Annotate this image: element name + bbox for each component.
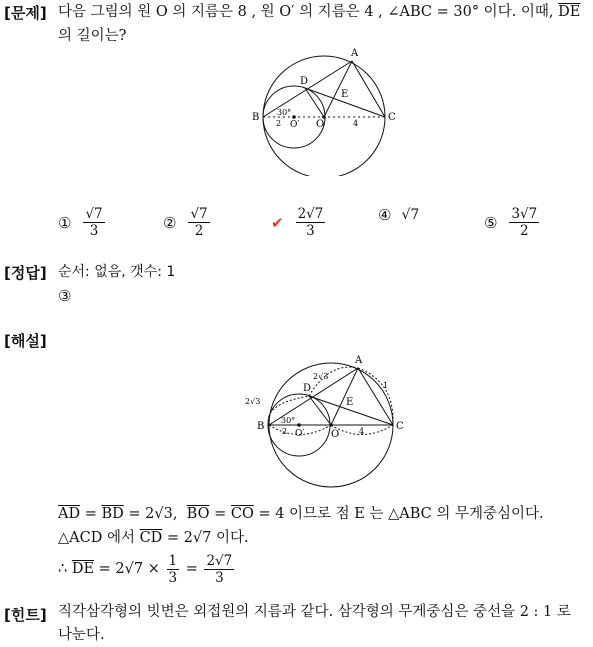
- choice-1[interactable]: [58, 206, 107, 239]
- label-a: A: [355, 355, 363, 366]
- choice-2-frac: $\frac{√7}{2}$: [190, 206, 208, 239]
- problem-line2: 의 길이는?: [58, 28, 127, 44]
- answer-line1: 순서: 없음, 갯수: 1: [58, 264, 176, 280]
- solution-figure: [245, 352, 410, 492]
- hint-tag: [힌트]: [4, 606, 47, 624]
- point-o: [329, 423, 333, 427]
- label-a: A: [351, 48, 359, 59]
- label-angle: 30°: [277, 108, 292, 117]
- label-len1: 1: [383, 381, 389, 390]
- label-b: B: [257, 421, 265, 432]
- label-o-prime: O′: [290, 120, 300, 130]
- segment-ac: [358, 368, 393, 425]
- label-c: C: [388, 112, 396, 123]
- problem-tag: [문제]: [4, 4, 47, 22]
- label-d: D: [303, 383, 312, 394]
- point-o-prime: [297, 423, 301, 427]
- label-ad-length: 2√3: [313, 372, 329, 381]
- choice-1-frac: $\frac{√7}{3}$: [85, 206, 103, 239]
- choice-5[interactable]: [484, 206, 541, 239]
- solution-line3: ∴ $\overline{DE} = 2√7$ × $\frac{1}{3}$ = $\frac{2√7}{3}$: [58, 552, 233, 586]
- solution-line1: $\overline{AD} = \overline{BD} = 2√3$, $\overline{BO} = \overline{CO} = 4$ 이므로 점 E 는 △ABC 의 무게중심이다.: [58, 506, 544, 522]
- check-icon: ✔: [271, 213, 284, 232]
- choice-5-mark: ⑤: [484, 213, 498, 232]
- label-len4: 4: [359, 427, 365, 436]
- label-d: D: [300, 76, 309, 87]
- problem-figure: [245, 44, 405, 176]
- choice-2[interactable]: [163, 206, 212, 239]
- choice-4[interactable]: [378, 206, 419, 224]
- segment-ac: [352, 61, 385, 117]
- label-angle: 30°: [281, 416, 296, 425]
- choice-1-mark: ①: [58, 213, 72, 232]
- problem-text: 다음 그림의 원 O 의 지름은 8 , 원 O′ 의 지름은 4 , ∠ABC = 30° 이다. 이때,: [58, 4, 559, 20]
- choice-4-value: √7: [401, 207, 420, 223]
- hint-line1: 직각삼각형의 빗변은 외접원의 지름과 같다. 삼각형의 무게중심은 중선을 2 : 1 로: [58, 604, 571, 620]
- segment-de: $\overline{DE}$: [558, 4, 581, 20]
- choice-2-mark: ②: [163, 213, 177, 232]
- label-e: E: [346, 397, 354, 408]
- choice-3[interactable]: [271, 206, 327, 239]
- label-len2: 2: [282, 427, 288, 436]
- label-len4: 4: [353, 119, 359, 128]
- solution-tag: [해설]: [4, 332, 47, 350]
- label-o: O: [331, 429, 340, 440]
- label-o-prime: O′: [295, 429, 305, 439]
- label-o: O: [316, 119, 325, 130]
- answer-line2: ③: [58, 287, 72, 305]
- answer-tag: [정답]: [4, 264, 47, 282]
- point-o-prime: [292, 115, 296, 119]
- choice-5-frac: $\frac{3√7}{2}$: [511, 206, 538, 239]
- choice-3-frac: $\frac{2√7}{3}$: [297, 206, 324, 239]
- choice-4-mark: ④: [378, 206, 392, 224]
- solution-line2: △ACD 에서 $\overline{CD} = 2√7$ 이다.: [58, 530, 249, 546]
- label-e: E: [341, 89, 349, 100]
- segment-do: [309, 396, 331, 425]
- problem-line1: [58, 0, 580, 24]
- hint-line2: 나눈다.: [58, 627, 105, 643]
- label-b: B: [252, 112, 260, 123]
- label-len2: 2: [276, 119, 282, 128]
- label-bd-length: 2√3: [245, 397, 261, 406]
- label-c: C: [396, 421, 404, 432]
